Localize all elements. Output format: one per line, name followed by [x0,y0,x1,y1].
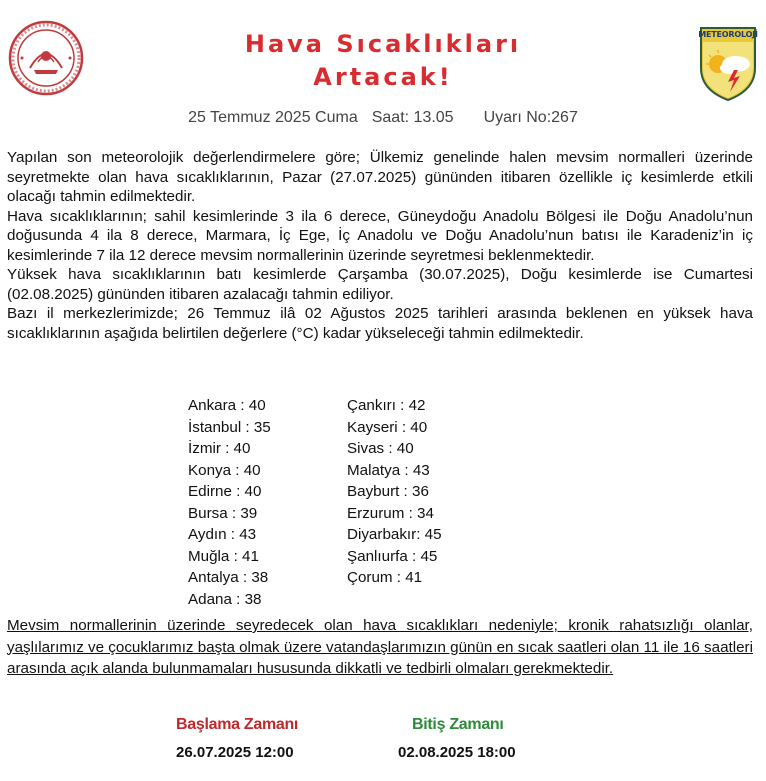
paragraph-1: Yapılan son meteorolojik değerlendirmelere göre; Ülkemiz genelinde halen mevsim normalleri üzerinde seyretmekte olan hava sıcaklıklarının, Pazar (27.07.2025) gününden itibaren özellikle iç kesimlerde etkili olacağı tahmin edilmektedir. [7,149,753,205]
city-temp: Sivas : 40 [347,440,414,457]
paragraph-4: Bazı il merkezlerimizde; 26 Temmuz ilâ 02 Ağustos 2025 tarihleri arasında beklenen en yüksek hava sıcaklıklarının aşağıda belirtilen değerlere (°C) kadar yükseleceği tahmin edilmektedir. [7,305,753,342]
city-temp: Muğla : 41 [188,547,259,565]
paragraph-2: Hava sıcaklıklarının; sahil kesimlerinde 3 ila 6 derece, Güneydoğu Anadolu Bölgesi ile Doğu Anadolu’nun doğusunda 4 ila 8 derece, Marmara, İç Ege, İç Anadolu ve Doğu Anadolu’nun batısı ile Karadeniz’in iç kesimlerinde 7 ila 12 derece mevsim normallerinin üzerinde seyretmesi beklenmektedir. [7,207,753,264]
page-title [150,28,616,94]
city-temp: Edirne : 40 [188,483,262,500]
city-temp: Antalya : 38 [188,569,269,586]
city-temp: Şanlıurfa : 45 [347,547,438,565]
city-temp: Aydın : 43 [188,526,257,543]
meteoroloji-logo-text: METEOROLOJİ [698,30,758,39]
ministry-seal-logo [8,20,84,96]
city-temp: Bursa : 39 [188,504,258,522]
meteoroloji-logo [698,24,758,102]
health-warning: Mevsim normallerinin üzerinde seyredecek olan hava sıcaklıkları nedeniyle; kronik rahatsızlığı olanlar, yaşlılarımız ve çocuklarımız başta olmak üzere vatandaşlarımızın günün en sıcak saatleri olan 11 ile 16 saatleri arasında açık alanda bulunmamaları hususunda dikkatli ve tedbirli olmaları gerekmektedir. [7,617,753,677]
city-temp: Bayburt : 36 [347,483,429,500]
title-line-2: Artacak! [313,63,453,91]
paragraph-3: Yüksek hava sıcaklıklarının batı kesimlerde Çarşamba (30.07.2025), Doğu kesimlerde ise Cumartesi (02.08.2025) gününden itibaren azalacağı tahmin ediliyor. [7,266,753,303]
city-temp: Erzurum : 34 [347,504,434,522]
city-temp: Diyarbakır: 45 [347,526,442,543]
start-time-label: Başlama Zamanı [176,716,299,733]
city-list-right [347,395,442,589]
city-temp: Malatya : 43 [347,461,430,479]
city-list-left [188,395,271,610]
city-temp: Çankırı : 42 [347,397,426,414]
bulletin-date: 25 Temmuz 2025 Cuma [188,109,358,126]
city-temp: Konya : 40 [188,461,261,479]
city-temp: Kayseri : 40 [347,418,428,436]
start-time-value: 26.07.2025 12:00 [176,744,294,761]
city-temp: İstanbul : 35 [188,418,271,436]
bulletin-meta [0,109,766,127]
end-time-value: 02.08.2025 18:00 [398,744,516,761]
city-temp: Çorum : 41 [347,569,423,586]
city-temp: Ankara : 40 [188,397,266,414]
end-time-label: Bitiş Zamanı [412,716,504,733]
warning-number: Uyarı No:267 [483,109,578,126]
bulletin-time: Saat: 13.05 [371,109,454,126]
city-temp: İzmir : 40 [188,440,251,457]
city-temp: Adana : 38 [188,590,262,608]
bulletin-body [7,148,753,343]
title-line-1: Hava Sıcaklıkları [244,30,522,58]
